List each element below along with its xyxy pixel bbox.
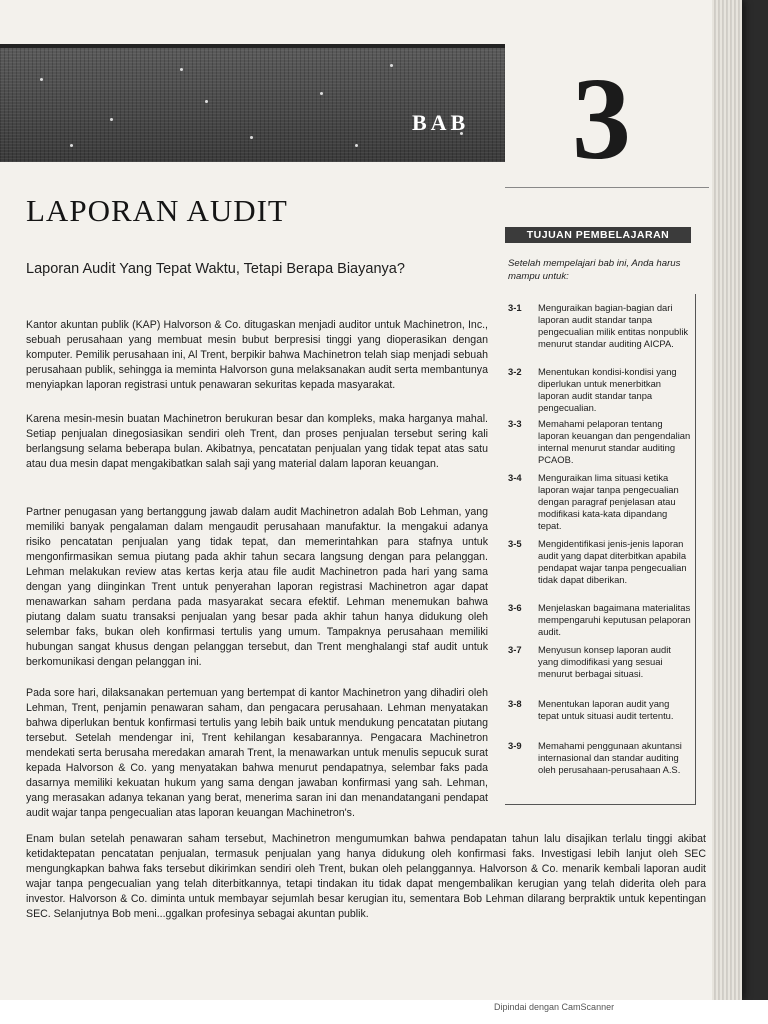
objective-number: 3-9 [508, 740, 522, 751]
objective-number: 3-7 [508, 644, 522, 655]
objective-text: Menentukan laporan audit yang tepat untuk situasi audit tertentu. [538, 698, 674, 721]
chapter-number: 3 [572, 53, 631, 184]
scan-footer [0, 1000, 768, 1024]
paragraph: Pada sore hari, dilaksanakan pertemuan yang bertempat di kantor Machinetron yang dihadiri oleh Lehman, Trent, penjamin penawaran saham, dan pengacara perusahaan. Lehman menyatakan bahwa diperlukan bentuk konfirmasi tertulis yang lebih baik untuk mendukung pencatatan piutang tersebut. Setelah mendengar ini, Trent kehilangan kesabarannya. Pengacara Machinetron mendekati serta berusaha meredakan amarah Trent, la menawarkan untuk menulis sepucuk surat kepada Halvorson & Co. yang menyatakan bahwa menurut pendapatnya, selembar faks pada dasarnya memiliki kekuatan hukum yang sama dengan jawaban konfirmasi yang sah. Lehman, yang merasakan adanya tekanan yang berat, menerima saran ini dan menandatangani pendapat audit wajar tanpa pengecualian atas laporan keuangan Machinetron's. [26, 687, 488, 819]
objective-text: Mengidentifikasi jenis-jenis laporan audit yang dapat diterbitkan apabila pendapat wajar tanpa pengecualian tidak dapat diberikan. [538, 538, 687, 585]
objective-number: 3-1 [508, 302, 522, 313]
chapter-title: LAPORAN AUDIT [26, 193, 288, 228]
paragraph: Partner penugasan yang bertanggung jawab dalam audit Machinetron adalah Bob Lehman, yang memiliki banyak pengalaman dalam mengaudit perusahaan manufaktur. Ia mengakui adanya risiko pencatatan penjualan yang tidak tepat, dan memerintahkan para stafnya untuk mengonfirmasikan semua piutang pada akhir tahun secara langsung dengan para pelanggan. Lehman melakukan review atas kertas kerja atau file audit Machinetron pada hari yang sama dengan yang diinginkan Trent untuk penyerahan laporan registrasi Machinetron agar dapat menawarkan saham perdana pada masyarakat secara efektif. Lehman menemukan bahwa piutang dalam suatu transaksi penjualan yang besar pada akhir tahun hanya didukung oleh selembar faks, bukan oleh konfirmasi tertulis yang umum. Tampaknya perusahaan memiliki hubungan sangat khusus dengan pelanggan tersebut, dan Trent menghalangi staf audit untuk berkomunikasi dengan pelanggan ini. [26, 506, 488, 668]
objective-text: Menguraikan bagian-bagian dari laporan audit standar tanpa pengecualian milik entitas nonpublik menurut standar auditing AICPA. [538, 302, 689, 349]
chapter-label: BAB [412, 110, 470, 135]
chapter-banner [0, 44, 505, 162]
objective-number: 3-6 [508, 602, 522, 613]
objective-number: 3-4 [508, 472, 522, 483]
scanner-watermark: Dipindai dengan CamScanner [494, 1002, 615, 1012]
objectives-intro: Setelah mempelajari bab ini, Anda harus mampu untuk: [508, 258, 681, 282]
section-subtitle: Laporan Audit Yang Tepat Waktu, Tetapi Berapa Biayanya? [26, 261, 405, 277]
page-stack-edges [712, 0, 742, 1000]
paragraph: Karena mesin-mesin buatan Machinetron berukuran besar dan kompleks, maka harganya mahal. Setiap penjualan dinegosiasikan sendiri oleh Trent, dan proses penjualan tersebut sering kali berlangsung selama beberapa bulan. Akibatnya, pencatatan penjualan yang tidak tepat atas satu atau dua mesin dapat mengakibatkan salah saji yang material dalam laporan keuangan. [26, 413, 488, 470]
objective-number: 3-2 [508, 366, 522, 377]
objective-text: Menentukan kondisi-kondisi yang diperlukan untuk menerbitkan laporan audit standar tanpa pengecualian. [538, 366, 677, 413]
paragraph: Enam bulan setelah penawaran saham tersebut, Machinetron mengumumkan bahwa pendapatan tahun lalu disajikan terlalu tinggi akibat ketidaktepatan pencatatan penjualan, termasuk penjualan yang hanya didukung oleh konfirmasi faks. Investigasi lebih lanjut oleh SEC mengungkapkan bahwa faks tersebut dikirimkan sendiri oleh Trent, bukan oleh pelanggannya. Halvorson & Co. menarik kembali laporan audit wajar tanpa pengecualian yang telah diterbitkannya, tetapi tindakan itu tidak dapat mengembalikan kerugian yang telah diderita oleh para investor. Halvorson & Co. diminta untuk membayar sejumlah besar kerugian itu, sementara Bob Lehman dilarang berpraktik untuk kepentingan SEC. Selanjutnya Bob meni...ggalkan profesinya sebagai akuntan publik. [26, 833, 706, 920]
objective-number: 3-8 [508, 698, 522, 709]
objective-number: 3-5 [508, 538, 522, 549]
objectives-heading: TUJUAN PEMBELAJARAN [505, 227, 691, 243]
objective-text: Menguraikan lima situasi ketika laporan wajar tanpa pengecualian dengan paragraf penjelasan atau modifikasi kata-kata dipandang tepat. [538, 472, 679, 531]
objective-text: Menyusun konsep laporan audit yang dimodifikasi yang sesuai menurut berbagai situasi. [538, 644, 671, 679]
objective-number: 3-3 [508, 418, 522, 429]
objective-text: Memahami penggunaan akuntansi internasional dan standar auditing oleh perusahaan-perusahaan A.S. [538, 740, 682, 775]
objective-text: Memahami pelaporan tentang laporan keuangan dan pengendalian internal menurut standar auditing PCAOB. [538, 418, 691, 465]
objective-text: Menjelaskan bagaimana materialitas mempengaruhi keputusan pelaporan audit. [538, 602, 691, 637]
divider [505, 187, 709, 188]
paragraph: Kantor akuntan publik (KAP) Halvorson & Co. ditugaskan menjadi auditor untuk Machinetron, Inc., sebuah perusahaan yang membuat mesin bubut berpresisi tinggi yang dioperasikan dengan komputer. Pemilik perusahaan ini, Al Trent, berpikir bahwa Machinetron telah siap menjadi sebuah perusahaan publik, sehingga ia meminta Halvorson guna melaksanakan audit serta membantunya menyiapkan laporan registrasi untuk penawaran sekuritas kepada masyarakat. [26, 319, 488, 391]
